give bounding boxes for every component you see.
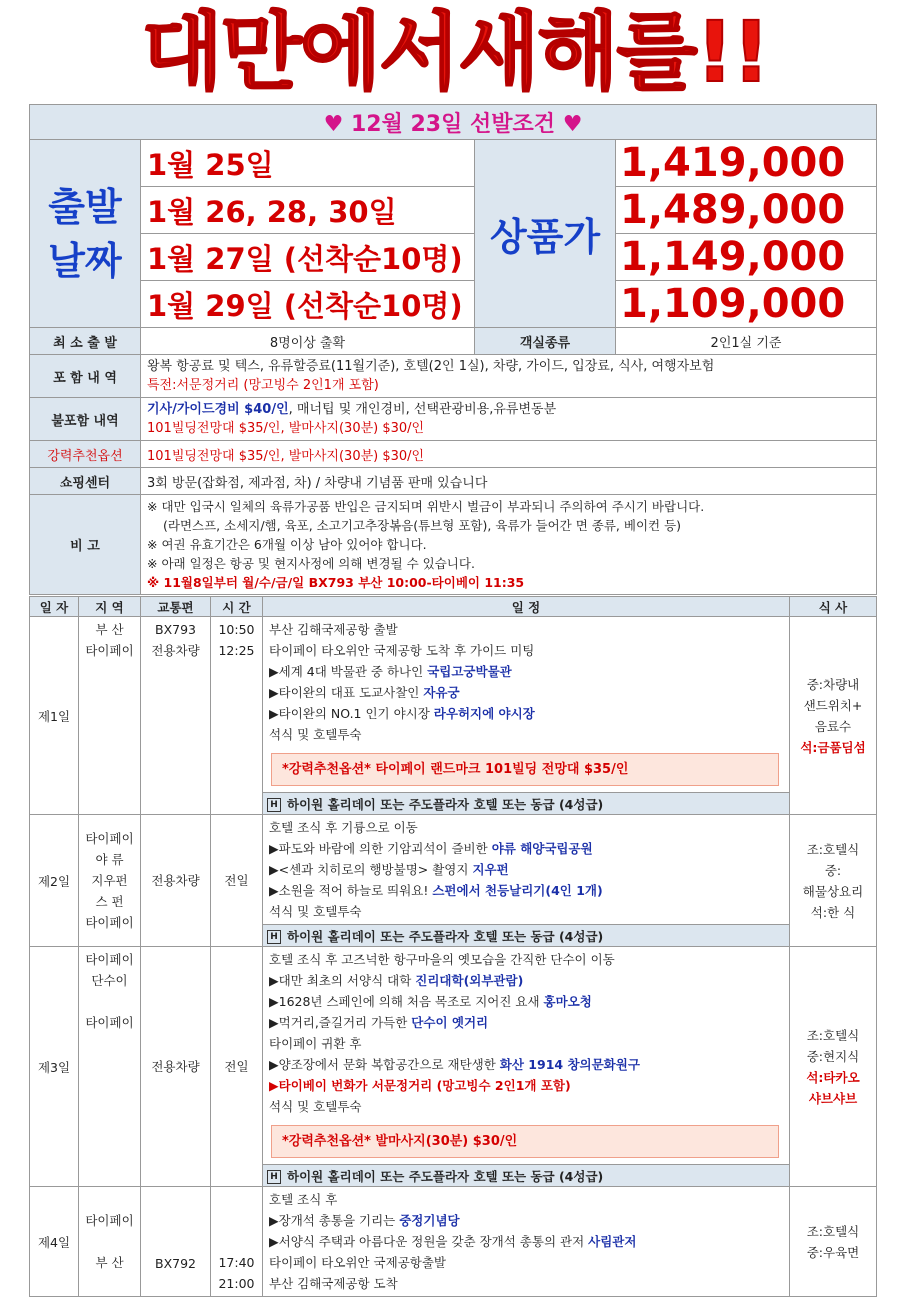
- summary-table: [29, 104, 877, 595]
- included-value: 왕복 항공료 및 텍스, 유류할증료(11월기준), 호텔(2인 1실), 차량, 가이드, 입장료, 식사, 여행자보험 특전:서문정거리 (망고빙수 2인1개 포함): [141, 355, 877, 398]
- header-time: 시 간: [211, 597, 263, 617]
- schedule-table: [29, 596, 877, 1297]
- remarks-value: ※ 대만 입국시 일체의 육류가공품 반입은 금지되며 위반시 벌금이 부과되니 주의하여 주시기 바랍니다. (라면스프, 소세지/햄, 육포, 소고기고추장볶음(튜브형 포함), 육류가 들어간 면 종류, 베이컨 등) ※ 여권 유효기간은 6개월 이상 남아 있어야 합니다. ※ 아래 일정은 항공 및 현지사정에 의해 변경될 수 있습니다. ※ 11월8일부터 월/수/금/일 BX793 부산 10:00-타이베이 11:35: [141, 495, 877, 595]
- day-meals: 조:호텔식 중: 해물상요리 석:한 식: [790, 815, 877, 947]
- page-title: 대만에서새해를!!: [141, 3, 769, 101]
- day-times: 17:40 21:00: [211, 1187, 263, 1297]
- hotel-icon: H: [267, 930, 281, 944]
- included-special: 특전:서문정거리 (망고빙수 2인1개 포함): [147, 378, 379, 393]
- header-transport: 교통편: [141, 597, 211, 617]
- header-day: 일 자: [30, 597, 79, 617]
- day-hotel: H 하이원 홀리데이 또는 주도플라자 호텔 또는 동급 (4성급): [263, 793, 790, 815]
- day-meals: 조:호텔식 중:우육면: [790, 1187, 877, 1297]
- day-regions: 타이페이 부 산: [79, 1187, 141, 1297]
- day-transport: 전용차량: [141, 947, 211, 1187]
- day-itinerary: 부산 김해국제공항 출발 타이페이 타오위안 국제공항 도착 후 가이드 미팅 ▶세계 4대 박물관 중 하나인 국립고궁박물관 ▶타이완의 대표 도교사찰인 자유궁 ▶타이완의 NO.1 인기 야시장 라우허지에 야시장 석식 및 호텔투숙 *강력추천옵션* 타이페이 랜드마크 101빌딩 전망대 $35/인: [263, 617, 790, 793]
- option-value: 101빌딩전망대 $35/인, 발마사지(30분) $30/인: [141, 441, 877, 468]
- option-box: *강력추천옵션* 발마사지(30분) $30/인: [271, 1125, 779, 1158]
- day-times: 전일: [211, 815, 263, 947]
- departure-date: 1월 25일: [141, 140, 475, 187]
- day-hotel: H 하이원 홀리데이 또는 주도플라자 호텔 또는 동급 (4성급): [263, 1165, 790, 1187]
- day-itinerary: 호텔 조식 후 기륭으로 이동 ▶파도와 바람에 의한 기암괴석이 즐비한 야류 해양국립공원 ▶<센과 치히로의 행방불명> 촬영지 지우펀 ▶소원을 적어 하늘로 띄워요! 스펀에서 천등날리기(4인 1개) 석식 및 호텔투숙: [263, 815, 790, 925]
- option-label: 강력추천옵션: [30, 441, 141, 468]
- day-transport: 전용차량: [141, 815, 211, 947]
- departure-price: 1,419,000: [616, 140, 877, 187]
- departure-date: 1월 26, 28, 30일: [141, 187, 475, 234]
- day-itinerary: 호텔 조식 후 ▶장개석 총통을 기리는 중정기념당 ▶서양식 주택과 아름다운 정원을 갖춘 장개석 총통의 관저 사림관저 타이페이 타오위안 국제공항출발 부산 김해국제공항 도착: [263, 1187, 790, 1297]
- price-label: 상품가: [475, 140, 616, 328]
- day-label: 제3일: [30, 947, 79, 1187]
- header-region: 지 역: [79, 597, 141, 617]
- excluded-label: 불포함 내역: [30, 398, 141, 441]
- departure-date: 1월 27일 (선착순10명): [141, 234, 475, 281]
- header-meals: 식 사: [790, 597, 877, 617]
- hotel-icon: H: [267, 1170, 281, 1184]
- day-regions: 부 산 타이페이: [79, 617, 141, 815]
- min-departure-label: 최 소 출 발: [30, 328, 141, 355]
- departure-price: 1,149,000: [616, 234, 877, 281]
- day-meals: 중:차량내 샌드위치+ 음료수 석:금품딤섬: [790, 617, 877, 815]
- day-regions: 타이페이 야 류 지우펀 스 펀 타이페이: [79, 815, 141, 947]
- day-meals: 조:호텔식 중:현지식 석:타카오 샤브샤브: [790, 947, 877, 1187]
- room-type-label: 객실종류: [475, 328, 616, 355]
- hotel-icon: H: [267, 798, 281, 812]
- excluded-value: 기사/가이드경비 $40/인, 매너팁 및 개인경비, 선택관광비용,유류변동분 101빌딩전망대 $35/인, 발마사지(30분) $30/인: [141, 398, 877, 441]
- day-itinerary: 호텔 조식 후 고즈넉한 항구마을의 옛모습을 간직한 단수이 이동 ▶대만 최초의 서양식 대학 진리대학(외부관람) ▶1628년 스페인에 의해 처음 목조로 지어진 요새 홍마오청 ▶먹거리,즐길거리 가득한 단수이 옛거리 타이페이 귀환 후 ▶양조장에서 문화 복합공간으로 재탄생한 화산 1914 창의문화원구 ▶타이베이 번화가 서문정거리 (망고빙수 2인1개 포함) 석식 및 호텔투숙 *강력추천옵션* 발마사지(30분) $30/인: [263, 947, 790, 1165]
- day-times: 전일: [211, 947, 263, 1187]
- day-hotel: H 하이원 홀리데이 또는 주도플라자 호텔 또는 동급 (4성급): [263, 925, 790, 947]
- day-label: 제2일: [30, 815, 79, 947]
- room-type-value: 2인1실 기준: [616, 328, 877, 355]
- option-box: *강력추천옵션* 타이페이 랜드마크 101빌딩 전망대 $35/인: [271, 753, 779, 786]
- day-label: 제1일: [30, 617, 79, 815]
- selection-banner: ♥ 12월 23일 선발조건 ♥: [30, 105, 877, 140]
- shopping-label: 쇼핑센터: [30, 468, 141, 495]
- included-label: 포 함 내 역: [30, 355, 141, 398]
- day-times: 10:50 12:25: [211, 617, 263, 815]
- day-label: 제4일: [30, 1187, 79, 1297]
- shopping-value: 3회 방문(잡화점, 제과점, 차) / 차량내 기념품 판매 있습니다: [141, 468, 877, 495]
- departure-label: 출발 날짜: [30, 140, 141, 328]
- day-transport: BX792: [141, 1187, 211, 1297]
- departure-date: 1월 29일 (선착순10명): [141, 281, 475, 328]
- departure-price: 1,109,000: [616, 281, 877, 328]
- day-regions: 타이페이 단수이 타이페이: [79, 947, 141, 1187]
- day-transport: BX793 전용차량: [141, 617, 211, 815]
- min-departure-value: 8명이상 출확: [141, 328, 475, 355]
- remarks-label: 비 고: [30, 495, 141, 595]
- header-itinerary: 일 정: [263, 597, 790, 617]
- departure-price: 1,489,000: [616, 187, 877, 234]
